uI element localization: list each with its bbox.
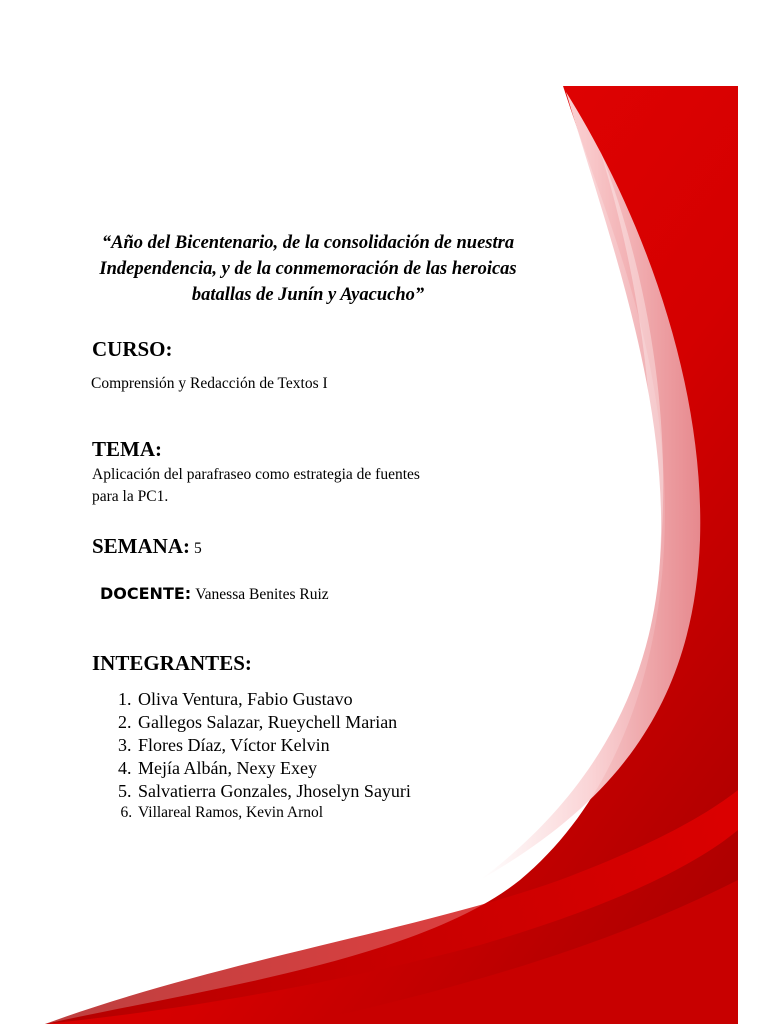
- tema-line-1: Aplicación del parafraseo como estrategia de fuentes: [92, 466, 420, 483]
- list-item: 4. Mejía Albán, Nexy Exey: [136, 757, 411, 780]
- docente-heading: DOCENTE:: [100, 584, 192, 603]
- tema-line-2: para la PC1.: [92, 488, 169, 505]
- institutional-motto: [60, 230, 556, 308]
- motto-line-1: “Año del Bicentenario, de la consolidación de nuestra: [101, 233, 515, 253]
- list-item: 2. Gallegos Salazar, Rueychell Marian: [136, 711, 411, 734]
- list-item: 3. Flores Díaz, Víctor Kelvin: [136, 734, 411, 757]
- semana-row: [92, 534, 202, 559]
- tema-heading: TEMA:: [92, 437, 162, 461]
- curso-value: Comprensión y Redacción de Textos I: [91, 375, 328, 392]
- docente-value: Vanessa Benites Ruiz: [195, 586, 329, 603]
- docente-row: [100, 584, 329, 604]
- list-item: 1. Oliva Ventura, Fabio Gustavo: [136, 688, 411, 711]
- tema-value: [92, 464, 420, 508]
- members-list: [108, 688, 411, 823]
- integrantes-heading: INTEGRANTES:: [92, 651, 252, 675]
- list-item: 5. Salvatierra Gonzales, Jhoselyn Sayuri: [136, 780, 411, 803]
- list-item: 6. Villareal Ramos, Kevin Arnol: [136, 803, 411, 823]
- semana-value: 5: [194, 540, 202, 557]
- motto-line-2: Independencia, y de la conmemoración de las heroicas: [99, 259, 517, 279]
- motto-line-3: batallas de Junín y Ayacucho”: [191, 285, 425, 305]
- curso-heading: CURSO:: [92, 337, 173, 361]
- semana-heading: SEMANA:: [92, 534, 190, 558]
